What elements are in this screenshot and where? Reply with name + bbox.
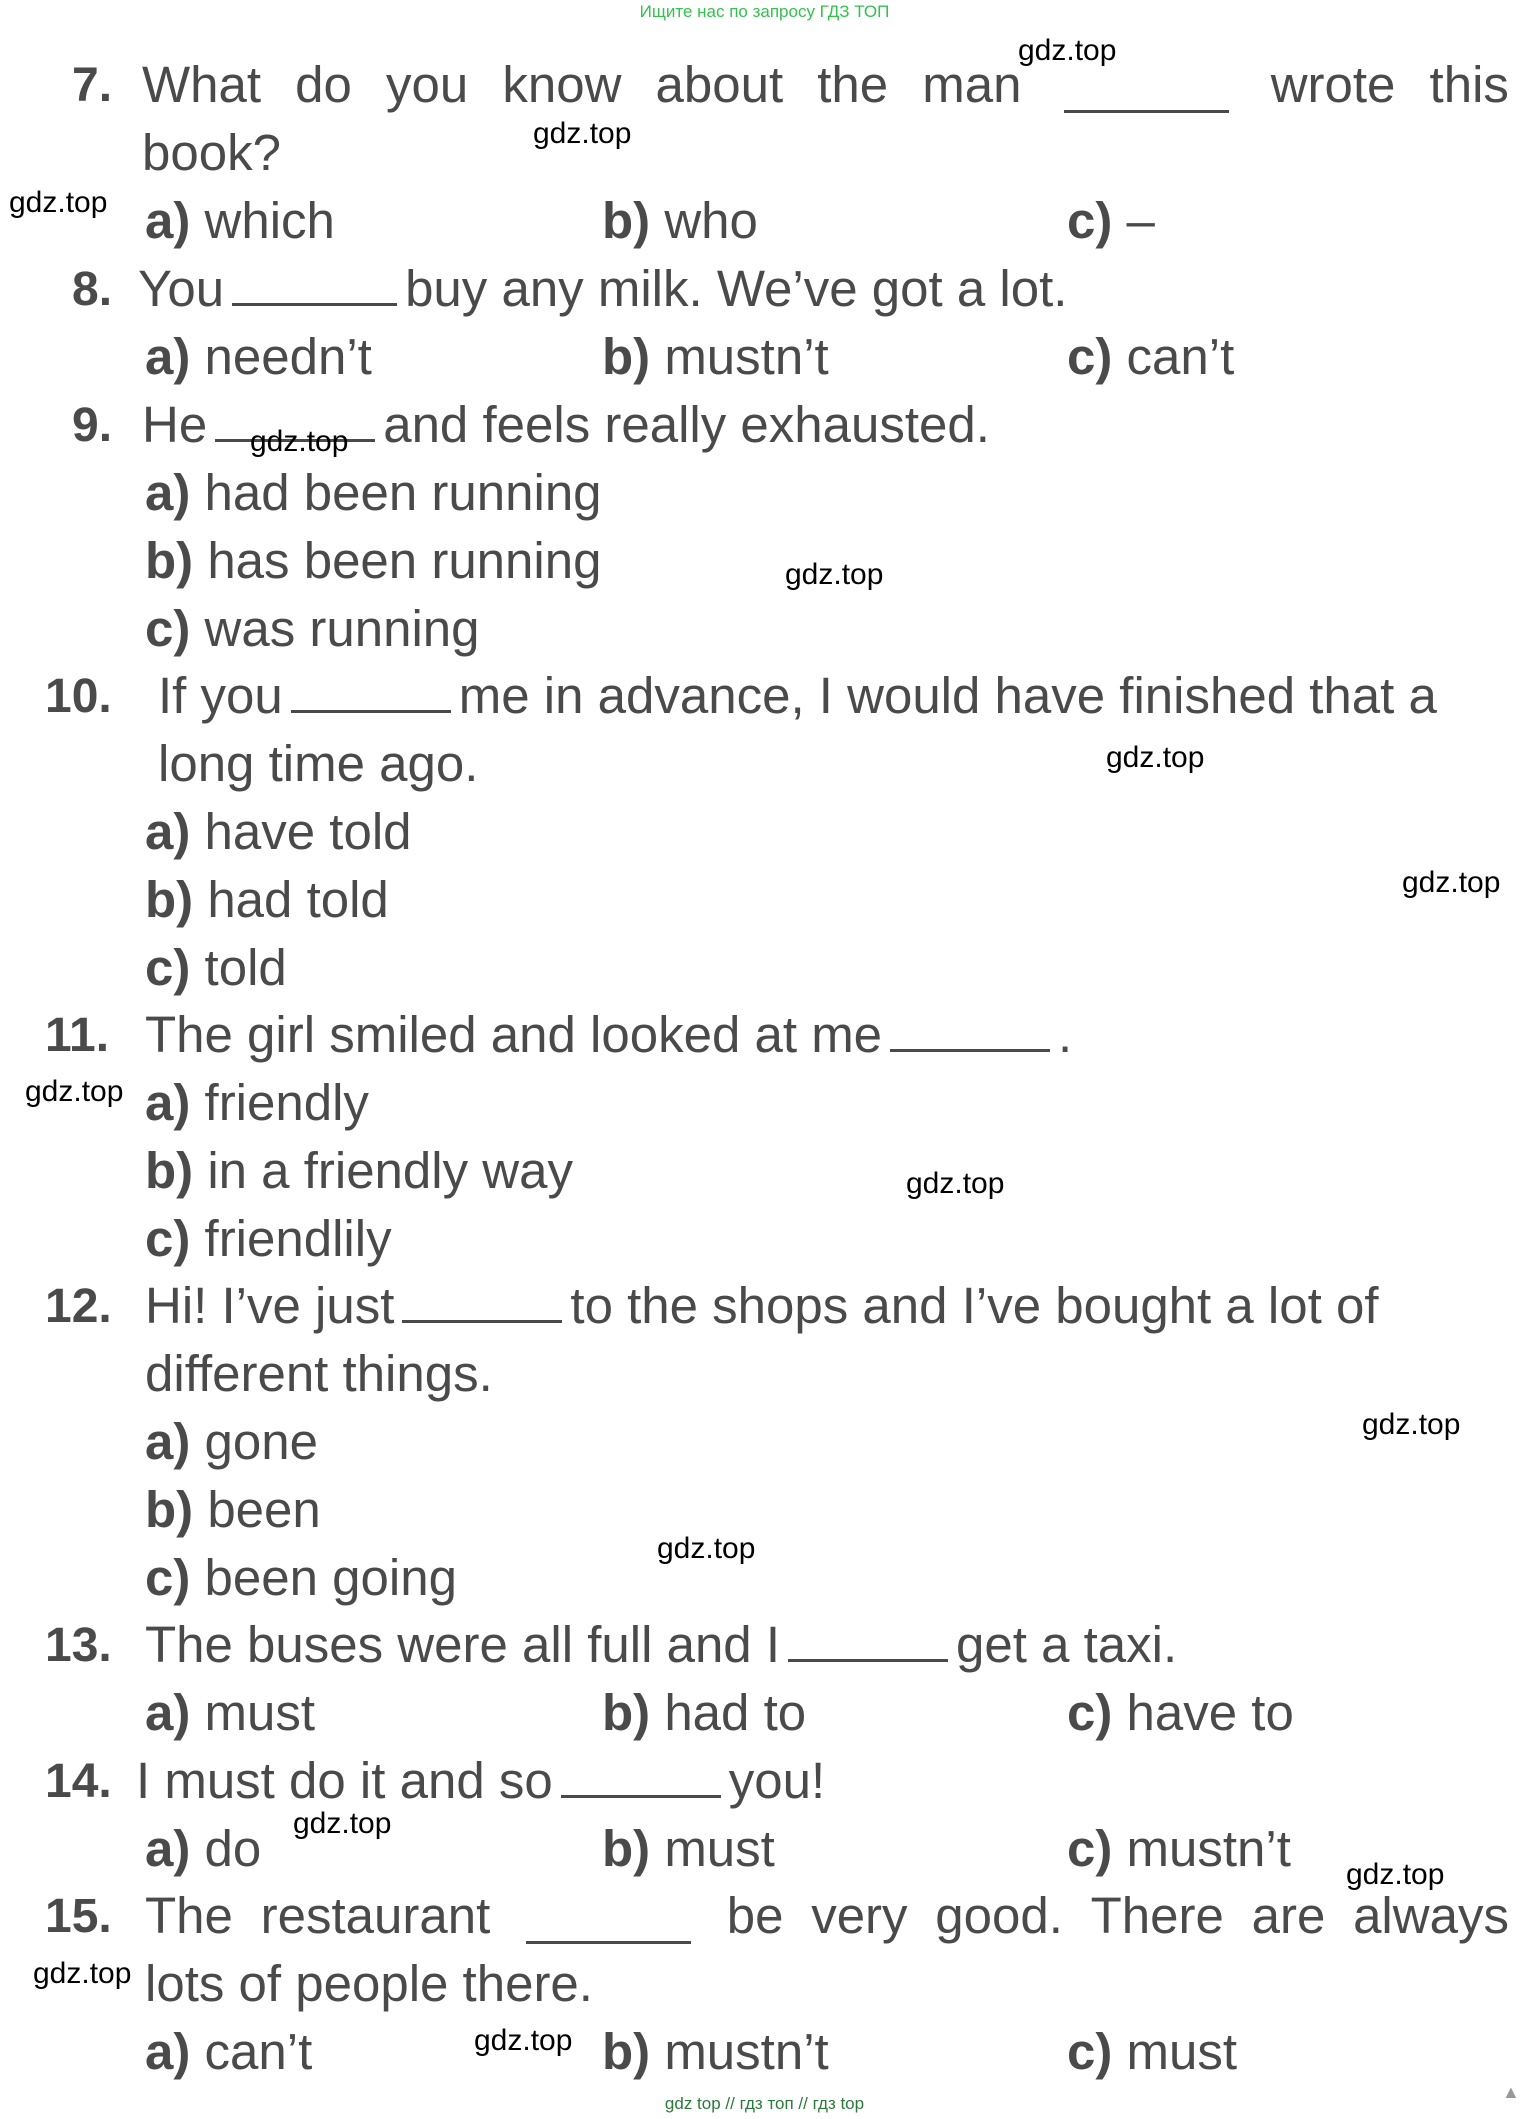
watermark: gdz.top xyxy=(657,1532,756,1565)
word: know xyxy=(502,56,622,113)
word: The xyxy=(145,1887,233,1944)
question-text-line2: different things. xyxy=(145,1345,493,1402)
question-text: He and feels really exhausted. xyxy=(142,396,990,453)
question-number: 14. xyxy=(45,1755,112,1808)
top-banner: Ищите нас по запросу ГДЗ ТОП xyxy=(639,2,890,21)
word: the xyxy=(817,56,889,113)
watermark: gdz.top xyxy=(906,1167,1005,1200)
question-number: 13. xyxy=(45,1619,112,1672)
word: What xyxy=(142,56,262,113)
option-a: a) have told xyxy=(145,803,412,860)
question-number: 7. xyxy=(72,59,113,112)
option-c: c) must xyxy=(1067,2023,1238,2080)
word: restaurant xyxy=(260,1887,491,1944)
scroll-up-icon[interactable]: ▲ xyxy=(1502,2082,1520,2102)
option-a: a) had been running xyxy=(145,464,602,521)
question-number: 8. xyxy=(72,263,113,316)
watermark: gdz.top xyxy=(1402,866,1501,899)
option-a: a) must xyxy=(145,1684,316,1741)
watermark: gdz.top xyxy=(474,2024,573,2057)
question-number: 10. xyxy=(45,670,112,723)
option-b: b) mustn’t xyxy=(602,328,829,385)
option-b: b) been xyxy=(145,1481,321,1538)
option-b: b) must xyxy=(602,1820,775,1877)
option-a: a) which xyxy=(145,192,335,249)
watermark: gdz.top xyxy=(25,1075,124,1108)
option-c: c) told xyxy=(145,939,287,996)
word: are xyxy=(1251,1887,1326,1944)
watermark: gdz.top xyxy=(533,117,632,150)
question-number: 12. xyxy=(45,1280,112,1333)
option-c: c) mustn’t xyxy=(1067,1820,1291,1877)
word: very xyxy=(811,1887,908,1944)
option-a: a) needn’t xyxy=(145,328,372,385)
watermark: gdz.top xyxy=(9,186,108,219)
watermark: gdz.top xyxy=(250,425,349,458)
word: always xyxy=(1353,1887,1509,1944)
watermark: gdz.top xyxy=(1362,1408,1461,1441)
watermark: gdz.top xyxy=(293,1807,392,1840)
option-b: b) mustn’t xyxy=(602,2023,829,2080)
question-text: Hi! I’ve just to the shops and I’ve bought a lot of xyxy=(145,1277,1379,1334)
word: about xyxy=(655,56,784,113)
answer-blank xyxy=(561,1795,721,1798)
answer-blank xyxy=(402,1320,562,1323)
answer-blank xyxy=(291,710,451,713)
option-b: b) had to xyxy=(602,1684,807,1741)
word: be xyxy=(726,1887,784,1944)
answer-blank xyxy=(526,1941,691,1944)
watermark: gdz.top xyxy=(785,558,884,591)
option-b: b) had told xyxy=(145,871,389,928)
option-c: c) friendlily xyxy=(145,1210,392,1267)
question-number: 11. xyxy=(45,1009,110,1062)
question-text-line2: book? xyxy=(142,124,281,181)
watermark: gdz.top xyxy=(1018,34,1117,67)
question-text: The girl smiled and looked at me . xyxy=(145,1006,1073,1063)
option-c: c) can’t xyxy=(1067,328,1235,385)
watermark: gdz.top xyxy=(33,1957,132,1990)
option-c: c) have to xyxy=(1067,1684,1294,1741)
question-text xyxy=(142,55,1509,114)
word: man xyxy=(922,56,1022,113)
option-a: a) gone xyxy=(145,1413,318,1470)
answer-blank xyxy=(232,303,397,306)
question-text-line2: lots of people there. xyxy=(145,1955,593,2012)
answer-blank xyxy=(1064,110,1229,113)
word: do xyxy=(295,56,352,113)
option-c: c) – xyxy=(1067,192,1155,249)
bottom-banner: gdz top // гдз топ // гдз top xyxy=(664,2094,865,2113)
word: good. xyxy=(935,1887,1063,1944)
option-a: a) do xyxy=(145,1820,262,1877)
option-b: b) in a friendly way xyxy=(145,1142,573,1199)
watermark: gdz.top xyxy=(1346,1858,1445,1891)
question-number: 9. xyxy=(72,399,113,452)
question-text xyxy=(145,1886,1509,1945)
option-b: b) who xyxy=(602,192,758,249)
option-a: a) friendly xyxy=(145,1074,369,1131)
watermark: gdz.top xyxy=(1106,741,1205,774)
question-text: If you me in advance, I would have finished that a xyxy=(158,667,1437,724)
question-number: 15. xyxy=(45,1890,112,1943)
question-text: The buses were all full and I get a taxi. xyxy=(145,1616,1178,1673)
question-text: You buy any milk. We’ve got a lot. xyxy=(138,260,1068,317)
word: There xyxy=(1090,1887,1224,1944)
word: this xyxy=(1429,56,1509,113)
word: you xyxy=(386,56,469,113)
word: wrote xyxy=(1270,56,1396,113)
answer-blank xyxy=(890,1049,1050,1052)
option-c: c) been going xyxy=(145,1549,457,1606)
answer-blank xyxy=(788,1659,948,1662)
question-text: I must do it and so you! xyxy=(136,1752,826,1809)
option-b: b) has been running xyxy=(145,532,602,589)
option-a: a) can’t xyxy=(145,2023,313,2080)
option-c: c) was running xyxy=(145,600,480,657)
question-text-line2: long time ago. xyxy=(158,735,479,792)
